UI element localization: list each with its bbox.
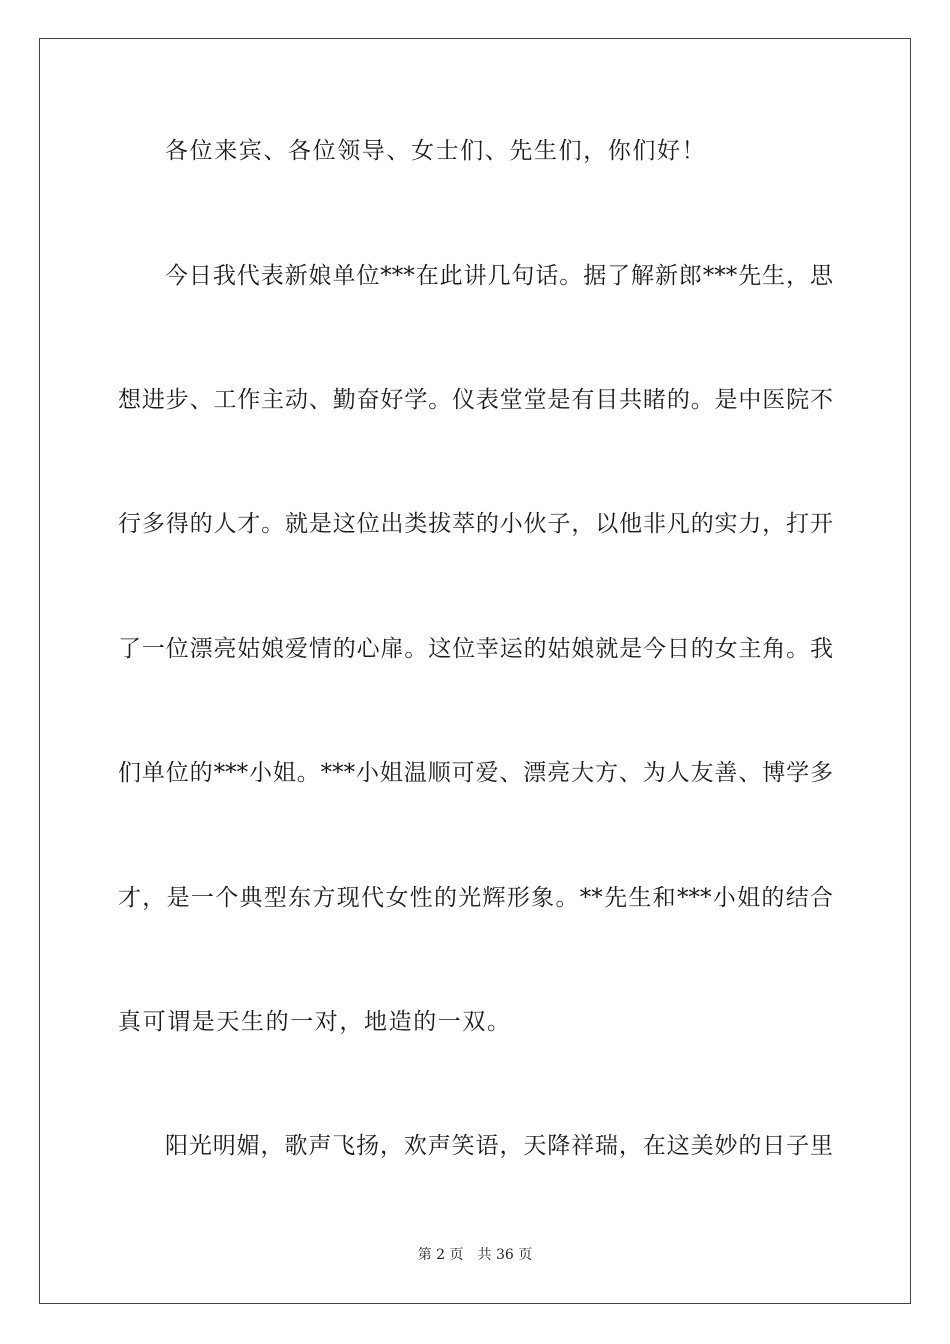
page-border bbox=[39, 38, 911, 1304]
text-line: 今日我代表新娘单位***在此讲几句话。据了解新郎***先生，思 bbox=[165, 263, 833, 289]
text-line: 想进步、工作主动、勤奋好学。仪表堂堂是有目共睹的。是中医院不 bbox=[118, 387, 833, 413]
page-footer bbox=[0, 1246, 950, 1264]
text-line: 各位来宾、各位领导、女士们、先生们，你们好！ bbox=[165, 138, 707, 164]
page-number: 第 2 页 bbox=[417, 1247, 464, 1263]
text-line: 行多得的人才。就是这位出类拔萃的小伙子，以他非凡的实力，打开 bbox=[118, 511, 833, 537]
page-total: 共 36 页 bbox=[477, 1247, 533, 1263]
text-line: 了一位漂亮姑娘爱情的心扉。这位幸运的姑娘就是今日的女主角。我 bbox=[118, 636, 833, 662]
text-line: 才，是一个典型东方现代女性的光辉形象。**先生和***小姐的结合 bbox=[118, 885, 833, 911]
text-line: 真可谓是天生的一对，地造的一双。 bbox=[118, 1009, 512, 1035]
text-line: 阳光明媚，歌声飞扬，欢声笑语，天降祥瑞，在这美妙的日子里 bbox=[165, 1133, 833, 1159]
text-line: 们单位的***小姐。***小姐温顺可爱、漂亮大方、为人友善、博学多 bbox=[118, 760, 833, 786]
